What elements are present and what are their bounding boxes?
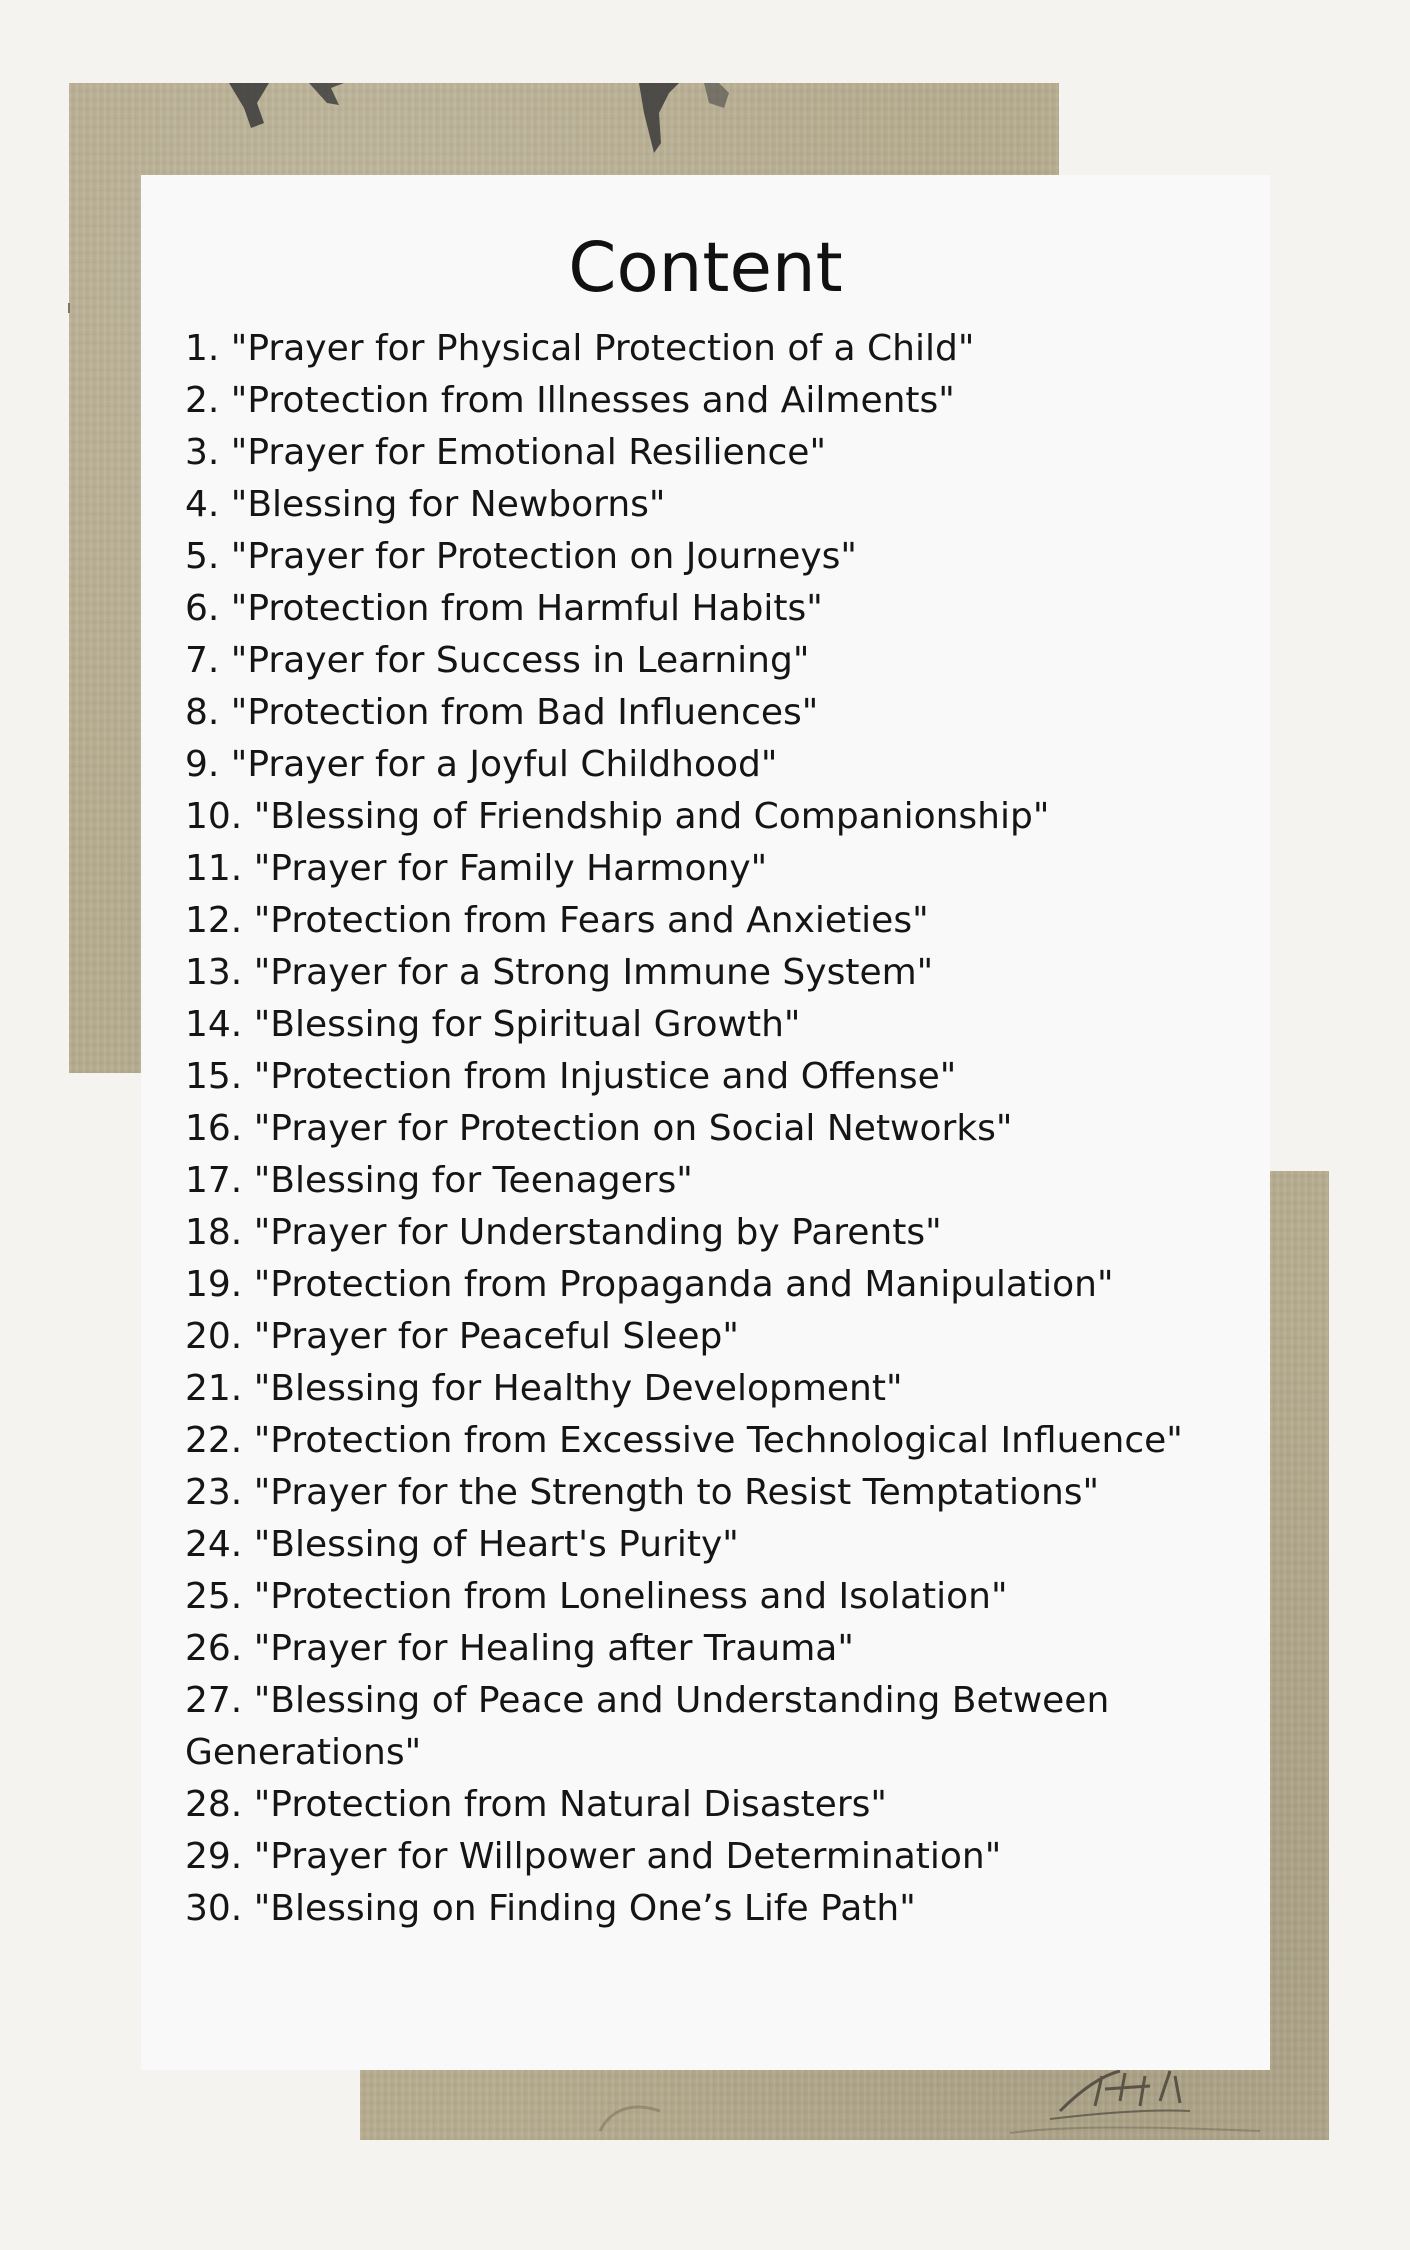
toc-item: 17. "Blessing for Teenagers"	[185, 1160, 693, 1201]
toc-item: 23. "Prayer for the Strength to Resist Temptations"	[185, 1472, 1100, 1513]
toc-item: 14. "Blessing for Spiritual Growth"	[185, 1004, 801, 1045]
toc-item: 27. "Blessing of Peace and Understanding Between Generations"	[185, 1680, 1110, 1773]
table-of-contents	[185, 323, 1245, 1935]
toc-item: 25. "Protection from Loneliness and Isolation"	[185, 1576, 1008, 1617]
toc-item: 26. "Prayer for Healing after Trauma"	[185, 1628, 854, 1669]
toc-item: 12. "Protection from Fears and Anxieties"	[185, 900, 929, 941]
toc-item: 8. "Protection from Bad Influences"	[185, 692, 819, 733]
toc-item: 24. "Blessing of Heart's Purity"	[185, 1524, 739, 1565]
toc-item: 21. "Blessing for Healthy Development"	[185, 1368, 903, 1409]
toc-item: 9. "Prayer for a Joyful Childhood"	[185, 744, 778, 785]
toc-item: 30. "Blessing on Finding One’s Life Path"	[185, 1888, 916, 1929]
toc-item: 10. "Blessing of Friendship and Companionship"	[185, 796, 1050, 837]
page-title: Content	[568, 228, 843, 308]
toc-item: 16. "Prayer for Protection on Social Networks"	[185, 1108, 1013, 1149]
toc-item: 19. "Protection from Propaganda and Manipulation"	[185, 1264, 1114, 1305]
content-card	[141, 175, 1270, 2070]
toc-item: 29. "Prayer for Willpower and Determination"	[185, 1836, 1002, 1877]
toc-item: 13. "Prayer for a Strong Immune System"	[185, 952, 934, 993]
toc-item: 22. "Protection from Excessive Technological Influence"	[185, 1420, 1183, 1461]
toc-item: 2. "Protection from Illnesses and Ailments"	[185, 380, 955, 421]
toc-item: 15. "Protection from Injustice and Offense"	[185, 1056, 957, 1097]
toc-item: 1. "Prayer for Physical Protection of a Child"	[185, 328, 975, 369]
toc-item: 18. "Prayer for Understanding by Parents"	[185, 1212, 942, 1253]
toc-item: 5. "Prayer for Protection on Journeys"	[185, 536, 857, 577]
toc-item: 3. "Prayer for Emotional Resilience"	[185, 432, 827, 473]
toc-item: 4. "Blessing for Newborns"	[185, 484, 666, 525]
toc-item: 7. "Prayer for Success in Learning"	[185, 640, 810, 681]
toc-item: 28. "Protection from Natural Disasters"	[185, 1784, 887, 1825]
toc-item: 20. "Prayer for Peaceful Sleep"	[185, 1316, 739, 1357]
toc-item: 6. "Protection from Harmful Habits"	[185, 588, 823, 629]
toc-item: 11. "Prayer for Family Harmony"	[185, 848, 768, 889]
